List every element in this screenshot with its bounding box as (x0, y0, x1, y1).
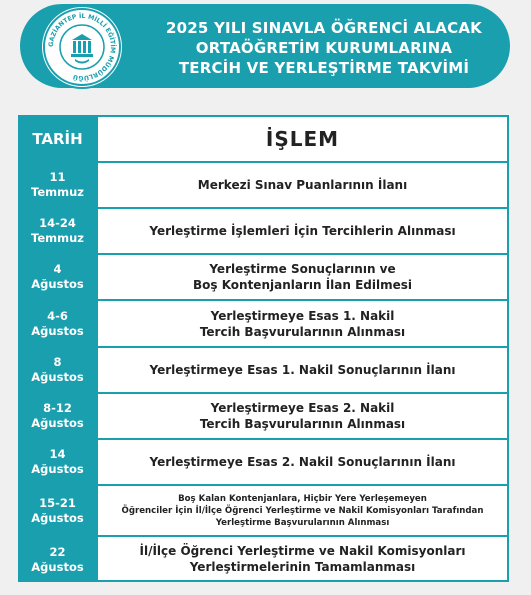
date-cell (20, 348, 95, 392)
date-cell (20, 537, 95, 582)
table-row (18, 392, 509, 438)
date-day: 4-6 (47, 308, 68, 323)
event-text: Yerleştirme Başvurularının Alınması (215, 517, 390, 528)
event-column-header: İŞLEM (98, 117, 507, 161)
title-line: ORTAÖĞRETİM KURUMLARINA (195, 39, 453, 57)
date-cell (20, 163, 95, 207)
date-column-header: TARİH (32, 129, 83, 148)
date-day: 22 (49, 544, 66, 559)
table-row (18, 346, 509, 392)
event-cell (98, 209, 507, 253)
date-month: Temmuz (31, 185, 84, 199)
event-text: Tercih Başvurularının Alınması (199, 324, 406, 339)
date-month: Ağustos (31, 462, 84, 476)
date-day: 11 (49, 170, 66, 184)
header-banner (20, 4, 510, 88)
date-day: 4 (53, 262, 62, 276)
table-row (18, 484, 509, 535)
event-cell (98, 440, 507, 484)
date-month: Temmuz (31, 231, 84, 245)
event-cell (98, 394, 507, 438)
page-title (128, 18, 520, 78)
event-text: Yerleştirmeye Esas 2. Nakil Sonuçlarının İlanı (149, 455, 456, 469)
table-row (18, 299, 509, 346)
date-day: 14 (49, 447, 66, 461)
date-cell (20, 255, 95, 299)
date-month: Ağustos (31, 277, 84, 291)
date-cell (20, 301, 95, 346)
table-row (18, 438, 509, 484)
event-text: Yerleştirme İşlemleri İçin Tercihlerin Alınması (149, 224, 456, 238)
logo-emblem-icon (42, 7, 122, 87)
event-text: Merkezi Sınav Puanlarının İlanı (197, 178, 408, 192)
table-row (18, 207, 509, 253)
date-day: 15-21 (39, 495, 76, 510)
date-cell (20, 394, 95, 438)
event-cell (98, 348, 507, 392)
date-day: 8 (53, 355, 62, 369)
date-cell (20, 486, 95, 535)
logo-text: GAZİANTEP İL MİLLİ EĞİTİM MÜDÜRLÜĞÜ (47, 12, 117, 82)
event-text: Tercih Başvurularının Alınması (199, 417, 406, 431)
date-day: 8-12 (43, 401, 72, 415)
event-cell (98, 255, 507, 299)
logo (42, 7, 122, 87)
event-text: Yerleştirmeye Esas 2. Nakil (210, 401, 395, 415)
date-month: Ağustos (31, 370, 84, 384)
table-row (18, 535, 509, 582)
event-text: Boş Kalan Kontenjanlara, Hiçbir Yere Yerleşemeyen (178, 493, 427, 504)
event-cell (98, 301, 507, 346)
event-text: Yerleştirmeye Esas 1. Nakil (210, 308, 395, 323)
date-month: Ağustos (31, 559, 84, 574)
event-text: İl/İlçe Öğrenci Yerleştirme ve Nakil Komisyonları (139, 543, 466, 558)
title-line: 2025 YILI SINAVLA ÖĞRENCİ ALACAK (166, 19, 482, 37)
table-row (18, 161, 509, 207)
date-cell (20, 440, 95, 484)
event-text: Öğrenciler İçin İl/İlçe Öğrenci Yerleştirme ve Nakil Komisyonları Tarafından (121, 505, 484, 516)
event-text: Yerleştirmelerinin Tamamlanması (189, 559, 416, 574)
event-cell (98, 537, 507, 580)
event-text: Yerleştirme Sonuçlarının ve (209, 262, 396, 276)
event-cell (98, 163, 507, 207)
table-header-row (18, 115, 509, 161)
date-month: Ağustos (31, 510, 84, 525)
date-month: Ağustos (31, 323, 84, 338)
title-line: TERCİH VE YERLEŞTİRME TAKVİMİ (178, 59, 470, 77)
event-cell (98, 486, 507, 535)
date-month: Ağustos (31, 416, 84, 430)
date-cell (20, 209, 95, 253)
event-text: Boş Kontenjanların İlan Edilmesi (192, 278, 413, 292)
table-row (18, 253, 509, 299)
date-day: 14-24 (39, 216, 76, 230)
event-text: Yerleştirmeye Esas 1. Nakil Sonuçlarının İlanı (149, 363, 456, 377)
schedule-table (18, 115, 509, 582)
